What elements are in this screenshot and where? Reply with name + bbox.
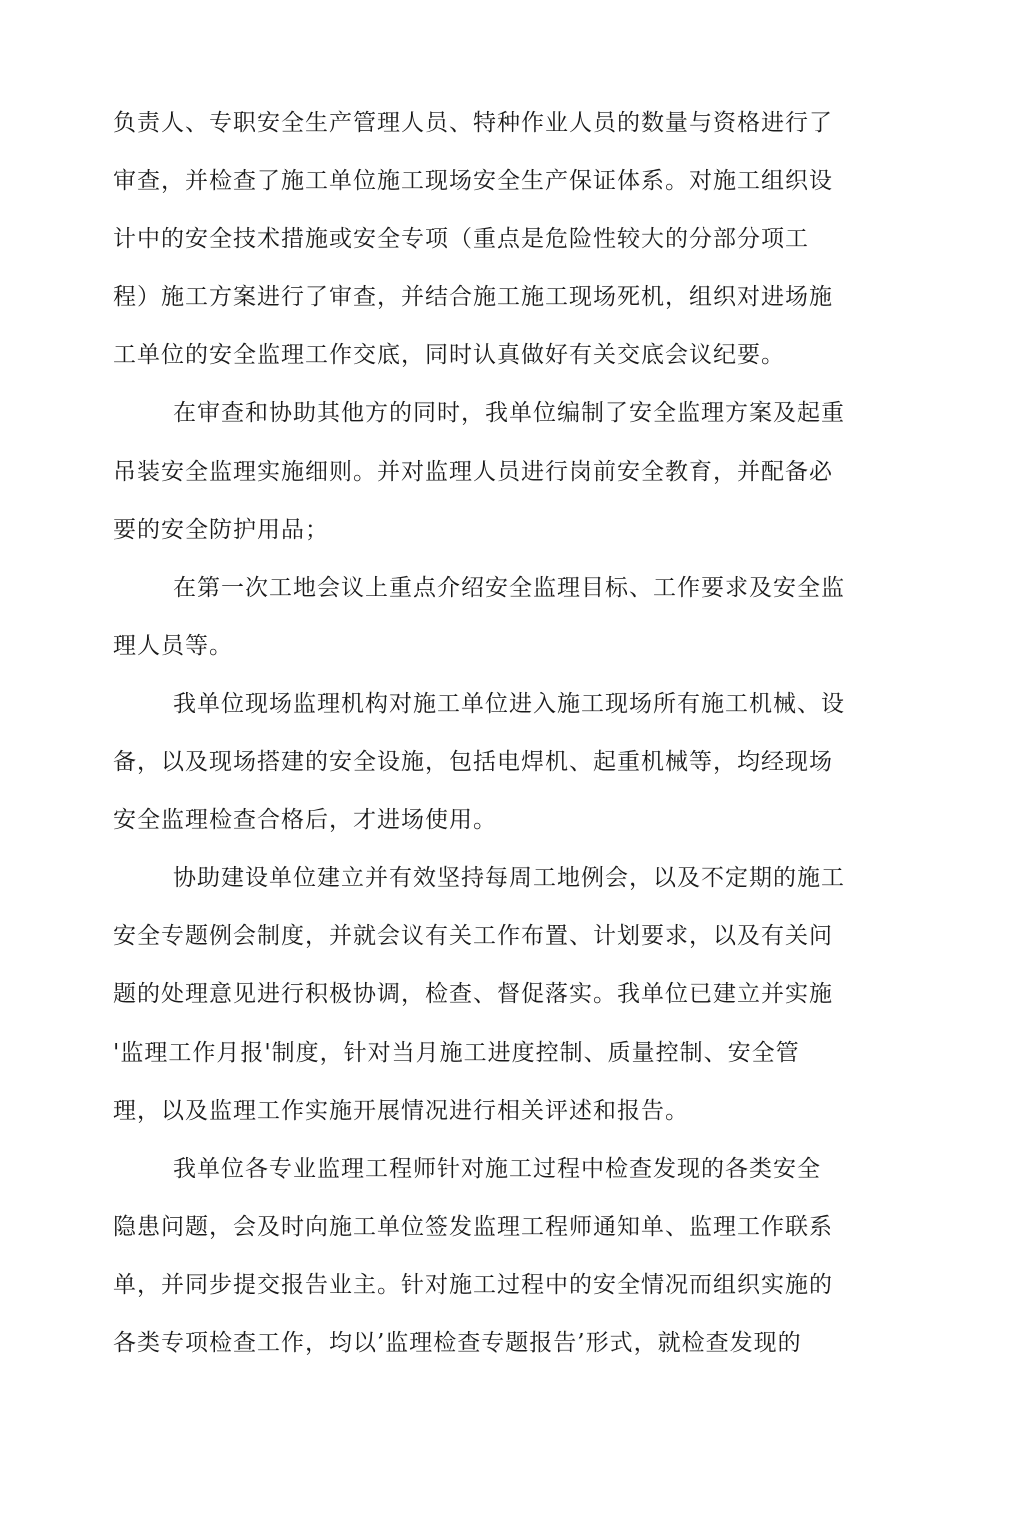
text-line: 安全专题例会制度，并就会议有关工作布置、计划要求，以及有关问 [113,923,833,950]
text-line: 工单位的安全监理工作交底，同时认真做好有关交底会议纪要。 [113,342,785,369]
text-line: 理人员等。 [113,632,233,659]
text-line: 单，并同步提交报告业主。针对施工过程中的安全情况而组织实施的 [113,1271,833,1298]
text-line: 理，以及监理工作实施开展情况进行相关评述和报告。 [113,1097,689,1124]
text-line: '监理工作月报'制度，针对当月施工进度控制、质量控制、安全管 [113,1039,800,1066]
text-line: 备，以及现场搭建的安全设施，包括电焊机、起重机械等，均经现场 [113,749,833,776]
text-line: 各类专项检查工作，均以’监理检查专题报告’形式，就检查发现的 [113,1329,802,1356]
paragraph-first-line: 协助建设单位建立并有效坚持每周工地例会，以及不定期的施工 [173,865,845,892]
text-line: 吊装安全监理实施细则。并对监理人员进行岗前安全教育，并配备必 [113,458,833,485]
paragraph-first-line: 在第一次工地会议上重点介绍安全监理目标、工作要求及安全监 [173,574,845,601]
text-line: 题的处理意见进行积极协调，检查、督促落实。我单位已建立并实施 [113,981,833,1008]
text-line: 要的安全防护用品； [113,516,329,543]
text-line: 安全监理检查合格后，才进场使用。 [113,807,497,834]
paragraph-first-line: 我单位各专业监理工程师针对施工过程中检查发现的各类安全 [173,1155,821,1182]
body-text [113,94,853,1372]
text-line: 计中的安全技术措施或安全专项（重点是危险性较大的分部分项工 [113,226,809,253]
paragraph-first-line: 在审查和协助其他方的同时，我单位编制了安全监理方案及起重 [173,400,845,427]
text-line: 隐患问题，会及时向施工单位签发监理工程师通知单、监理工作联系 [113,1213,833,1240]
text-line: 程）施工方案进行了审查，并结合施工施工现场死机，组织对进场施 [113,284,833,311]
text-line: 审查，并检查了施工单位施工现场安全生产保证体系。对施工组织设 [113,168,833,195]
text-line: 负责人、专职安全生产管理人员、特种作业人员的数量与资格进行了 [113,110,833,136]
paragraph-first-line: 我单位现场监理机构对施工单位进入施工现场所有施工机械、设 [173,690,845,717]
